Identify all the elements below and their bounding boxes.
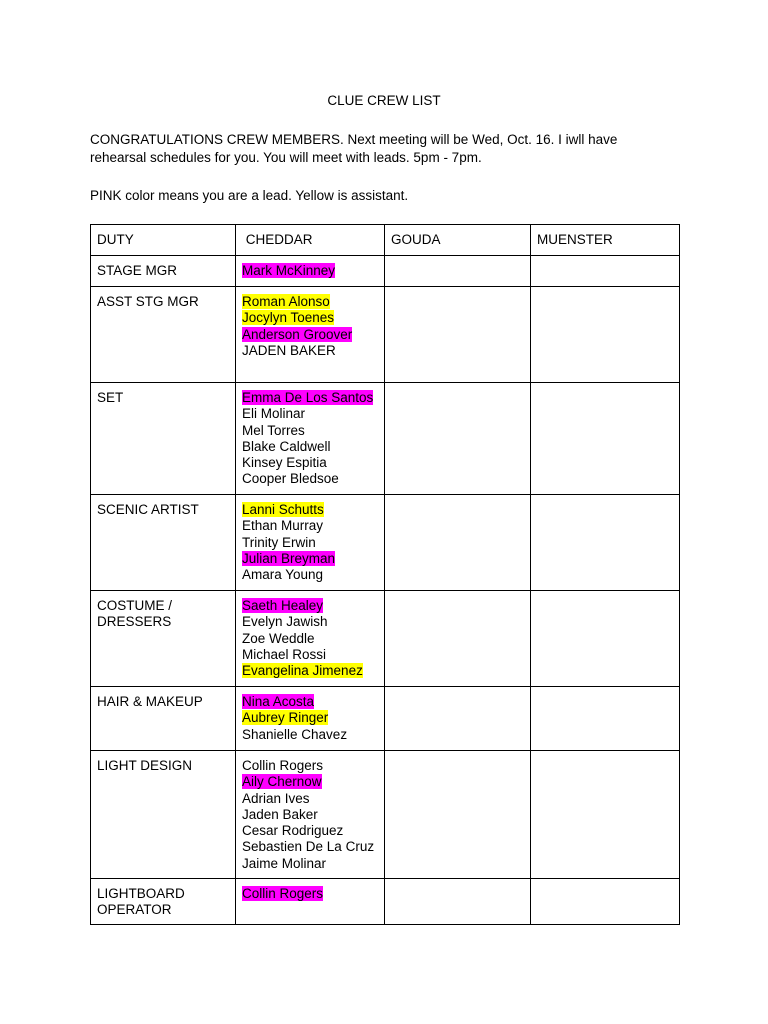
crew-member [242,839,378,855]
header-cheddar: CHEDDAR [236,225,385,256]
crew-member-name: Jaden Baker [242,806,318,822]
crew-member-name: Trinity Erwin [242,534,316,550]
crew-member [242,647,378,663]
cheddar-cell [236,383,385,495]
crew-member-name: Aily Chernow [242,774,322,790]
crew-member-name: Sebastien De La Cruz [242,839,375,855]
gouda-cell [385,687,531,751]
cheddar-cell [236,591,385,687]
muenster-cell [531,495,680,591]
crew-member-name: Cooper Bledsoe [242,471,339,487]
muenster-cell [531,879,680,925]
gouda-cell [385,751,531,879]
crew-member-name: Collin Rogers [242,886,324,901]
duty-label: STAGE MGR [97,263,178,278]
table-row [91,287,680,383]
table-row [91,751,680,879]
header-duty: DUTY [91,225,236,256]
crew-member [242,263,378,279]
crew-member [242,774,378,790]
gouda-cell [385,591,531,687]
crew-member [242,807,378,823]
duty-label: SET [97,390,124,405]
crew-member-name: Michael Rossi [242,646,327,662]
crew-member-name: Eli Molinar [242,406,306,422]
crew-member [242,310,378,326]
crew-member-name: Evangelina Jimenez [242,663,363,679]
header-muenster: MUENSTER [531,225,680,256]
crew-member-name: Cesar Rodriguez [242,823,344,839]
crew-member-name: Lanni Schutts [242,502,324,517]
crew-member-name: Nina Acosta [242,694,315,709]
table-header-row [91,225,680,256]
crew-member-name: Shanielle Chavez [242,726,348,742]
crew-member [242,294,378,310]
crew-member [242,598,378,614]
duty-cell [91,383,236,495]
crew-member [242,423,378,439]
crew-member [242,551,378,567]
table-row [91,879,680,925]
crew-member [242,471,378,487]
duty-label: COSTUME / [97,598,173,613]
crew-member-name: Evelyn Jawish [242,614,328,630]
crew-member [242,439,378,455]
crew-member-name: Amara Young [242,567,324,583]
crew-member-name: Blake Caldwell [242,438,331,454]
muenster-cell [531,751,680,879]
cheddar-cell [236,879,385,925]
crew-member-name: Saeth Healey [242,598,324,613]
cheddar-cell [236,751,385,879]
crew-member [242,567,378,583]
gouda-cell [385,495,531,591]
color-legend-note: PINK color means you are a lead. Yellow is assistant. [90,188,409,203]
crew-member [242,823,378,839]
crew-member [242,791,378,807]
duty-label: HAIR & MAKEUP [97,694,203,709]
duty-cell [91,751,236,879]
crew-member-name: Adrian Ives [242,790,310,806]
gouda-cell [385,287,531,383]
crew-member [242,727,378,743]
crew-member [242,856,378,872]
duty-label: ASST STG MGR [97,294,199,309]
duty-cell [91,879,236,925]
duty-label: DRESSERS [97,614,172,630]
crew-member [242,663,378,679]
cheddar-cell [236,256,385,287]
crew-member [242,327,378,343]
table-row [91,687,680,751]
cheddar-cell [236,287,385,383]
crew-member [242,886,378,902]
crew-member [242,518,378,534]
crew-member-name: Emma De Los Santos [242,390,374,405]
crew-member-name: Zoe Weddle [242,630,315,646]
duty-cell [91,687,236,751]
crew-member [242,614,378,630]
crew-member-name: Mel Torres [242,422,305,438]
page-title: CLUE CREW LIST [327,93,441,108]
crew-member [242,455,378,471]
crew-member [242,710,378,726]
crew-member [242,406,378,422]
duty-label: SCENIC ARTIST [97,502,199,517]
crew-member [242,535,378,551]
crew-member-name: Kinsey Espitia [242,455,327,471]
intro-line-2: rehearsal schedules for you. You will meet with leads. 5pm - 7pm. [90,150,482,165]
gouda-cell [385,256,531,287]
crew-member [242,694,378,710]
muenster-cell [531,287,680,383]
gouda-cell [385,383,531,495]
duty-label: LIGHT DESIGN [97,758,193,773]
duty-cell [91,287,236,383]
table-row [91,383,680,495]
cheddar-cell [236,687,385,751]
duty-label: OPERATOR [97,902,172,918]
table-row [91,256,680,287]
crew-member-name: Aubrey Ringer [242,710,329,726]
crew-member-name: Mark McKinney [242,263,336,278]
intro-line-1: CONGRATULATIONS CREW MEMBERS. Next meeting will be Wed, Oct. 16. I iwll have [90,132,618,147]
duty-cell [91,495,236,591]
intro-paragraph [90,131,690,167]
crew-member-name: Roman Alonso [242,294,330,309]
crew-member-name: Jaime Molinar [242,855,327,871]
muenster-cell [531,256,680,287]
crew-table [90,224,680,925]
crew-member-name: Anderson Groover [242,326,353,342]
crew-member-name: Jocylyn Toenes [242,310,335,326]
table-row [91,495,680,591]
cheddar-cell [236,495,385,591]
duty-label: LIGHTBOARD [97,886,185,901]
crew-member-name: Julian Breyman [242,550,336,566]
crew-member [242,631,378,647]
crew-member-name: JADEN BAKER [242,342,336,358]
duty-cell [91,256,236,287]
duty-cell [91,591,236,687]
crew-member [242,758,378,774]
crew-member [242,390,378,406]
crew-member [242,502,378,518]
muenster-cell [531,591,680,687]
crew-member-name: Ethan Murray [242,518,324,534]
gouda-cell [385,879,531,925]
table-row [91,591,680,687]
crew-member-name: Collin Rogers [242,758,324,773]
muenster-cell [531,687,680,751]
muenster-cell [531,383,680,495]
header-gouda: GOUDA [385,225,531,256]
crew-member [242,343,378,359]
